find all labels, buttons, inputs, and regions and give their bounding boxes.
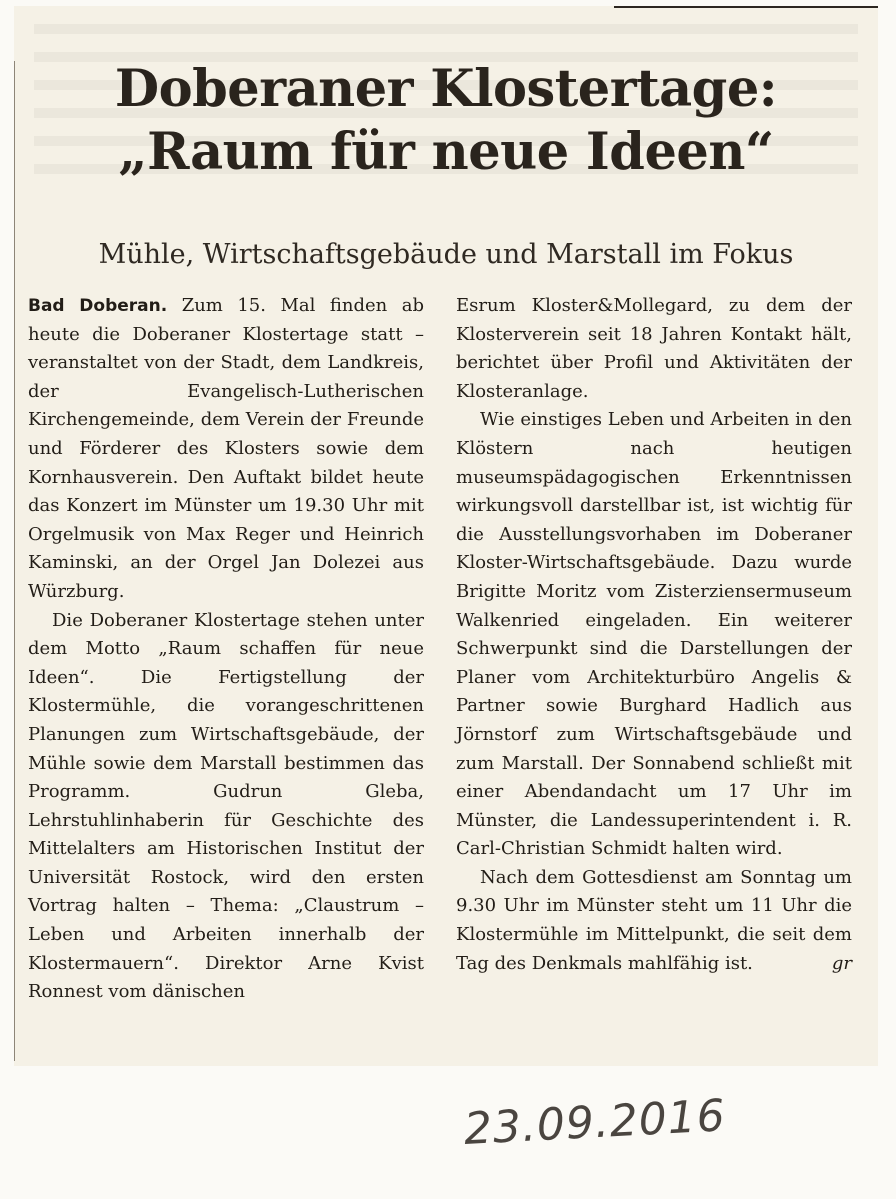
handwritten-date: 23.09.2016 xyxy=(462,1090,727,1155)
headline-line-1: Doberaner Klostertage: xyxy=(114,59,778,119)
article-column-right xyxy=(456,292,852,978)
paragraph-1-text: Zum 15. Mal finden ab heute die Doberaner Klostertage statt – veranstaltet von der Stadt, dem Landkreis, der Evangelisch-Lutherischen Kirchengemeinde, dem Verein der Freunde und Förderer des Klosters sowie dem Kornhausverein. Den Auftakt bildet heute das Konzert im Münster um 19.30 Uhr mit Orgelmusik von Max Reger und Heinrich Kaminski, an der Orgel Jan Dolezei aus Würzburg. xyxy=(28,295,424,602)
paragraph-5 xyxy=(456,864,852,978)
paragraph-2: Die Doberaner Klostertage stehen unter dem Motto „Raum schaffen für neue Ideen“. Die Fertigstellung der Klostermühle, die vorangeschrittenen Planungen zum Wirtschaftsgebäude, der Mühle sowie dem Marstall bestimmen das Programm. Gudrun Gleba, Lehrstuhlinhaberin für Geschichte des Mittelalters am Historischen Institut der Universität Rostock, wird den ersten Vortrag halten – Thema: „Claustrum – Leben und Arbeiten innerhalb der Klostermauern“. Direktor Arne Kvist Ronnest vom dänischen xyxy=(28,609,424,1003)
author-initials: gr xyxy=(831,952,852,974)
dateline: Bad Doberan. xyxy=(28,296,168,316)
newspaper-clipping xyxy=(14,6,878,1066)
paragraph-5-text: Nach dem Gottesdienst am Sonntag um 9.30 Uhr im Münster steht um 11 Uhr die Klostermühle im Mittelpunkt, die seit dem Tag des Denkmals mahlfähig ist. xyxy=(456,866,852,974)
paragraph-1 xyxy=(28,292,424,607)
article-subheadline: Mühle, Wirtschaftsgebäude und Marstall im Fokus xyxy=(98,239,794,270)
article-headline xyxy=(14,58,878,184)
article-column-left xyxy=(28,292,424,1007)
headline-line-2: „Raum für neue Ideen“ xyxy=(118,122,774,182)
paragraph-3: Esrum Kloster&Mollegard, zu dem der Klosterverein seit 18 Jahren Kontakt hält, berichtet über Profil und Aktivitäten der Klosteranlage. xyxy=(456,295,852,402)
paragraph-4: Wie einstiges Leben und Arbeiten in den Klöstern nach heutigen museumspädagogischen Erkenntnissen wirkungsvoll darstellbar ist, ist wichtig für die Ausstellungsvorhaben im Doberaner Kloster-Wirtschaftsgebäude. Dazu wurde Brigitte Moritz vom Zisterziensermuseum Walkenried eingeladen. Ein weiterer Schwerpunkt sind die Darstellungen der Planer vom Architekturbüro Angelis & Partner sowie Burghard Hadlich aus Jörnstorf zum Wirtschaftsgebäude und zum Marstall. Der Sonnabend schließt mit einer Abendandacht um 17 Uhr im Münster, die Landessuperintendent i. R. Carl-Christian Schmidt halten wird. xyxy=(456,409,852,860)
clipping-left-edge xyxy=(14,61,15,1061)
clipping-top-rule xyxy=(614,6,878,8)
